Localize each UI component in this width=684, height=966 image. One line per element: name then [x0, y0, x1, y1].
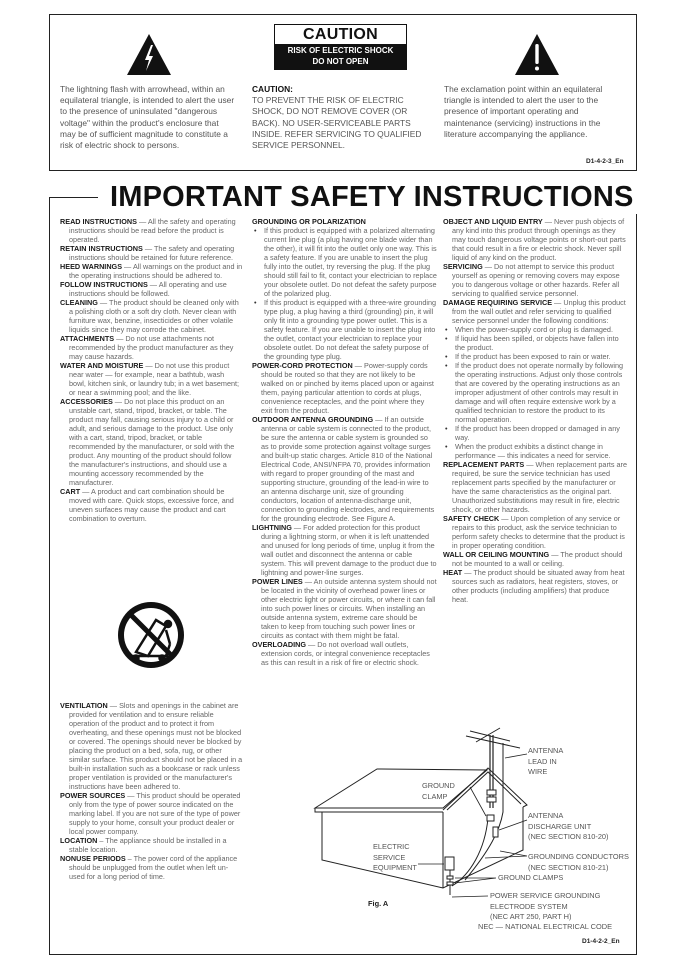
instruction-text: An outside antenna system should not be located in the vicinity of overhead power lines or other electric light or power circuits, or where it can fall into such power lines or circuits. When installing an outside antenna system, extreme care should be taken to keep from touching such power lines or circuits as contact with them might be fatal. — [261, 577, 437, 640]
instruction-text: All warnings on the product and in the operating instructions should be adhered to. — [69, 262, 243, 280]
instruction-heading: OVERLOADING — [252, 640, 306, 649]
bullet-text: If liquid has been spilled, or objects have fallen into the product. — [455, 334, 619, 352]
instruction-heading: SERVICING — [443, 262, 483, 271]
bullet-icon: • — [445, 361, 448, 370]
instruction-text: The appliance should be installed in a stable location. — [69, 836, 227, 854]
bullet-item — [443, 334, 627, 352]
bullet-text: When the product exhibits a distinct change in performance — this indicates a need for service. — [455, 442, 611, 460]
bullet-text: If this product is equipped with a three-wire grounding type plug, a plug having a third (grounding) pin, it will only fit into a grounding type power outlet. This is a safety feature. If you are unable to insert the plug into the outlet, contact your electrician to replace your obsolete outlet. Do not defeat the safety purpose of the grounding type plug. — [264, 298, 437, 361]
instruction-heading: READ INSTRUCTIONS — [60, 217, 137, 226]
instruction-text: The product should be situated away from heat sources such as radiators, heat registers, stoves, or other products (including amplifiers) that produce heat. — [452, 568, 625, 604]
instruction-text: A product and cart combination should be moved with care. Quick stops, excessive force, and uneven surfaces may cause the product and cart combination to overturn. — [69, 487, 234, 523]
instruction-text: Slots and openings in the cabinet are provided for ventilation and to ensure reliable operation of the product and to protect it from overheating, and these openings must not be blocked or covered. The openings should never be blocked by placing the product on a bed, sofa, rug, or other similar surface. This product should not be placed in a built-in installation such as a bookcase or rack unless proper ventilation is provided or the manufacturer's instructions have been adhered to. — [69, 701, 243, 791]
instruction-item — [60, 361, 243, 397]
document-code: D1-4-2-3_En — [586, 158, 624, 165]
instruction-item — [252, 523, 437, 577]
label-ground-clamp: GROUND CLAMP — [422, 781, 455, 801]
instruction-item — [443, 514, 627, 550]
instruction-heading: NONUSE PERIODS — [60, 854, 126, 863]
column-3 — [443, 217, 627, 604]
separator: — — [122, 262, 133, 271]
instruction-item — [443, 217, 627, 262]
page-title: IMPORTANT SAFETY INSTRUCTIONS — [98, 180, 646, 214]
caution-band-line: DO NOT OPEN — [312, 57, 369, 66]
label-antenna-lead-in-wire: ANTENNA LEAD IN WIRE — [528, 746, 564, 777]
separator: — — [524, 460, 536, 469]
caution-band — [275, 44, 406, 69]
instruction-item — [252, 640, 437, 667]
separator: — — [125, 791, 137, 800]
caution-text: TO PREVENT THE RISK OF ELECTRIC SHOCK, DO NOT REMOVE COVER (OR BACK). NO USER-SERVICEABLE PARTS INSIDE. REFER SERVICING TO QUALIFIED SERVICE PERSONNEL. — [252, 95, 422, 151]
separator: — — [302, 577, 314, 586]
instruction-item — [60, 836, 243, 854]
separator: — — [136, 217, 148, 226]
instruction-heading: CLEANING — [60, 298, 98, 307]
instruction-item — [60, 244, 243, 262]
separator: — — [373, 415, 385, 424]
bullet-text: When the power-supply cord or plug is damaged. — [455, 325, 613, 334]
caution-label — [274, 24, 407, 70]
instruction-heading: OBJECT AND LIQUID ENTRY — [443, 217, 543, 226]
instruction-item — [443, 460, 627, 514]
label-grounding-conductors: GROUNDING CONDUCTORS (NEC SECTION 810-21) — [528, 852, 629, 872]
separator: — — [291, 523, 304, 532]
instruction-text: Upon completion of any service or repairs to this product, ask the service technician to perform safety checks to determine that the product is in proper operating condition. — [452, 514, 625, 550]
instruction-text: When replacement parts are required, be sure the service technician has used replacement parts specified by the manufacturer or have the same characteristics as the original part. Unauthorized substitutions may result in fire, electric shock, or other hazards. — [452, 460, 627, 514]
lightning-explanation: The lightning flash with arrowhead, within an equilateral triangle, is intended to alert the user to the presence of uninsulated "dangerous voltage" within the product's enclosure that may be of sufficient magnitude to constitute a risk of electric shock to persons. — [60, 84, 235, 151]
instruction-heading: LIGHTNING — [252, 523, 292, 532]
bullet-icon: • — [445, 442, 448, 451]
instruction-text: The power cord of the appliance should be unplugged from the outlet when left un-used for a long period of time. — [69, 854, 238, 881]
instruction-text: Never push objects of any kind into this product through openings as they may touch dangerous voltage points or short-out parts that could result in a fire or electric shock. Never spill liquid of any kind on the product. — [452, 217, 626, 262]
instruction-item — [443, 568, 627, 604]
instruction-text: Power-supply cords should be routed so that they are not likely to be walked on or pinched by items placed upon or against them, paying particular attention to cords at plugs, convenience receptacles, and the point where they exit from the product. — [261, 361, 434, 415]
bullet-icon: • — [445, 325, 448, 334]
cart-tipover-warning-icon — [116, 600, 186, 670]
bullet-item — [252, 298, 437, 361]
instruction-item — [60, 298, 243, 334]
instruction-text: The product should not be mounted to a wall or ceiling. — [452, 550, 623, 568]
bullet-text: If the product has been exposed to rain or water. — [455, 352, 611, 361]
instruction-heading: VENTILATION — [60, 701, 108, 710]
exclamation-explanation: The exclamation point within an equilateral triangle is intended to alert the user to the presence of important operating and maintenance (servicing) instructions in the literature accompanying the appliance. — [444, 84, 603, 139]
separator: — — [482, 262, 495, 271]
instruction-text: Do not attempt to service this product yourself as opening or removing covers may expose you to dangerous voltage or other hazards. Refer all servicing to qualified service personnel. — [452, 262, 620, 298]
instruction-heading: SAFETY CHECK — [443, 514, 500, 523]
label-ground-clamps: GROUND CLAMPS — [498, 873, 564, 882]
figure-caption: Fig. A — [368, 899, 389, 908]
instruction-heading: REPLACEMENT PARTS — [443, 460, 525, 469]
bullet-icon: • — [445, 352, 448, 361]
instruction-item — [60, 334, 243, 361]
instruction-heading: GROUNDING OR POLARIZATION — [252, 217, 366, 226]
bullet-text: If the product does not operate normally by following the operating instructions. Adjust only those controls that are covered by the operating instructions as an improper adjustment of other controls may result in damage and will often require extensive work by a qualified technician to restore the product to its normal operation. — [455, 361, 624, 424]
instruction-heading: FOLLOW INSTRUCTIONS — [60, 280, 148, 289]
bullet-icon: • — [254, 298, 257, 307]
instruction-item — [252, 217, 437, 226]
caution-label-title: CAUTION — [303, 26, 378, 43]
separator: — — [97, 298, 110, 307]
bullet-item — [252, 226, 437, 298]
separator: — — [352, 361, 364, 370]
caution-band-line: RISK OF ELECTRIC SHOCK — [287, 46, 394, 55]
separator: — — [305, 640, 318, 649]
bullet-item — [443, 361, 627, 424]
label-electrode-system: POWER SERVICE GROUNDING ELECTRODE SYSTEM (NEC ART 250, PART H) — [490, 891, 601, 922]
column-2 — [252, 217, 437, 667]
instruction-item — [60, 217, 243, 244]
instruction-text: All the safety and operating instructions should be read before the product is operated. — [69, 217, 236, 244]
bullet-icon: • — [445, 424, 448, 433]
instruction-item — [443, 550, 627, 568]
bullet-item — [443, 325, 627, 334]
instruction-heading: POWER SOURCES — [60, 791, 126, 800]
instruction-heading: POWER-CORD PROTECTION — [252, 361, 353, 370]
bullet-icon: • — [445, 334, 448, 343]
nec-note: NEC — NATIONAL ELECTRICAL CODE — [478, 922, 613, 931]
instruction-text: For added protection for this product during a lightning storm, or when it is left unattended and unused for long periods of time, unplug it from the wall outlet and disconnect the antenna or cable system. This will prevent damage to the product due to lightning and power-line surges. — [261, 523, 437, 577]
instruction-text: Do not overload wall outlets, extension cords, or integral convenience receptacles as this can result in a risk of fire or electric shock. — [261, 640, 430, 667]
instruction-text: All operating and use instructions should be followed. — [69, 280, 227, 298]
separator: — — [107, 701, 120, 710]
separator: — — [542, 217, 555, 226]
instruction-item — [60, 280, 243, 298]
lightning-warning-icon — [126, 33, 172, 76]
label-antenna-discharge-unit: ANTENNA DISCHARGE UNIT (NEC SECTION 810-20) — [528, 811, 609, 842]
instruction-item — [443, 262, 627, 298]
instruction-heading: LOCATION — [60, 836, 98, 845]
separator: — — [462, 568, 474, 577]
column-1-bottom — [60, 701, 243, 881]
separator: – — [125, 854, 134, 863]
label-electric-service-equipment: ELECTRIC SERVICE EQUIPMENT — [373, 842, 417, 873]
instruction-heading: OUTDOOR ANTENNA GROUNDING — [252, 415, 374, 424]
separator: — — [142, 244, 154, 253]
bullet-icon: • — [254, 226, 257, 235]
column-1-top — [60, 217, 243, 523]
document-code: D1-4-2-2_En — [582, 938, 620, 945]
separator: — — [147, 280, 159, 289]
separator: — — [549, 550, 561, 559]
instruction-heading: DAMAGE REQUIRING SERVICE — [443, 298, 553, 307]
instruction-item — [60, 487, 243, 523]
instruction-item — [60, 262, 243, 280]
instruction-text: Do not place this product on an unstable cart, stand, tripod, bracket, or table. The product may fall, causing serious injury to a child or adult, and serious damage to the product. Use only with a cart, stand, tripod, bracket, or table recommended by the manufacturer, or sold with the product. Any mounting of the product should follow the manufacturer's instructions, and should use a mounting accessory recommended by the manufacturer. — [69, 397, 235, 487]
instruction-heading: RETAIN INSTRUCTIONS — [60, 244, 143, 253]
instruction-text: Do not use attachments not recommended by the product manufacturer as they may cause hazards. — [69, 334, 234, 361]
instruction-item — [60, 701, 243, 791]
instruction-text: The safety and operating instructions should be retained for future reference. — [69, 244, 235, 262]
instruction-item — [443, 298, 627, 325]
instruction-text: Do not use this product near water — for example, near a bathtub, wash bowl, kitchen sink, or laundry tub; in a wet basement; or near a swimming pool; and the like. — [69, 361, 240, 397]
instruction-heading: ACCESSORIES — [60, 397, 113, 406]
separator: — — [112, 397, 125, 406]
bullet-item — [443, 442, 627, 460]
bullet-item — [443, 352, 627, 361]
instruction-heading: HEAT — [443, 568, 463, 577]
instruction-item — [60, 791, 243, 836]
instruction-text: Unplug this product from the wall outlet and refer servicing to qualified service personnel under the following conditions: — [452, 298, 626, 325]
separator: — — [143, 361, 155, 370]
instruction-heading: WATER AND MOISTURE — [60, 361, 144, 370]
separator: – — [97, 836, 106, 845]
instruction-text: This product should be operated only from the type of power source indicated on the marking label. If you are not sure of the type of power supply to your home, consult your product dealer or local power company. — [69, 791, 241, 836]
instruction-heading: CART — [60, 487, 81, 496]
bullet-text: If this product is equipped with a polarized alternating current line plug (a plug having one blade wider than the other), it will fit into the outlet only one way. This is a safety feature. If you are unable to insert the plug fully into the outlet, try reversing the plug. If the plug should still fail to fit, contact your electrician to replace your obsolete outlet. Do not defeat the safety purpose of the polarized plug. — [264, 226, 437, 298]
separator: — — [80, 487, 92, 496]
instruction-text: The product should be cleaned only with a polishing cloth or a soft dry cloth. Never clean with furniture wax, benzine, insecticides or other volatile liquids since they may corrode the cabinet. — [69, 298, 239, 334]
separator: — — [499, 514, 511, 523]
instruction-item — [60, 854, 243, 881]
instruction-text: If an outside antenna or cable system is connected to the product, be sure the antenna or cable system is grounded so as to provide some protection against voltage surges and built-up static charges. Article 810 of the National Electrical Code, ANSI/NFPA 70, provides information with regard to proper grounding of the mast and supporting structure, grounding of the lead-in wire to an antenna discharge unit, size of grounding conductors, location of antenna-discharge unit, connection to grounding electrodes, and requirements for the grounding electrode. See Figure A. — [261, 415, 435, 523]
bullet-text: If the product has been dropped or damaged in any way. — [455, 424, 620, 442]
instruction-item — [252, 361, 437, 415]
instruction-heading: ATTACHMENTS — [60, 334, 115, 343]
bullet-item — [443, 424, 627, 442]
separator: — — [552, 298, 564, 307]
separator: — — [114, 334, 126, 343]
instruction-item — [60, 397, 243, 487]
exclamation-warning-icon — [514, 33, 560, 76]
instruction-item — [252, 415, 437, 523]
instruction-heading: POWER LINES — [252, 577, 303, 586]
instruction-heading: WALL OR CEILING MOUNTING — [443, 550, 550, 559]
caution-heading: CAUTION: — [252, 84, 293, 94]
instruction-heading: HEED WARNINGS — [60, 262, 123, 271]
instruction-item — [252, 577, 437, 640]
